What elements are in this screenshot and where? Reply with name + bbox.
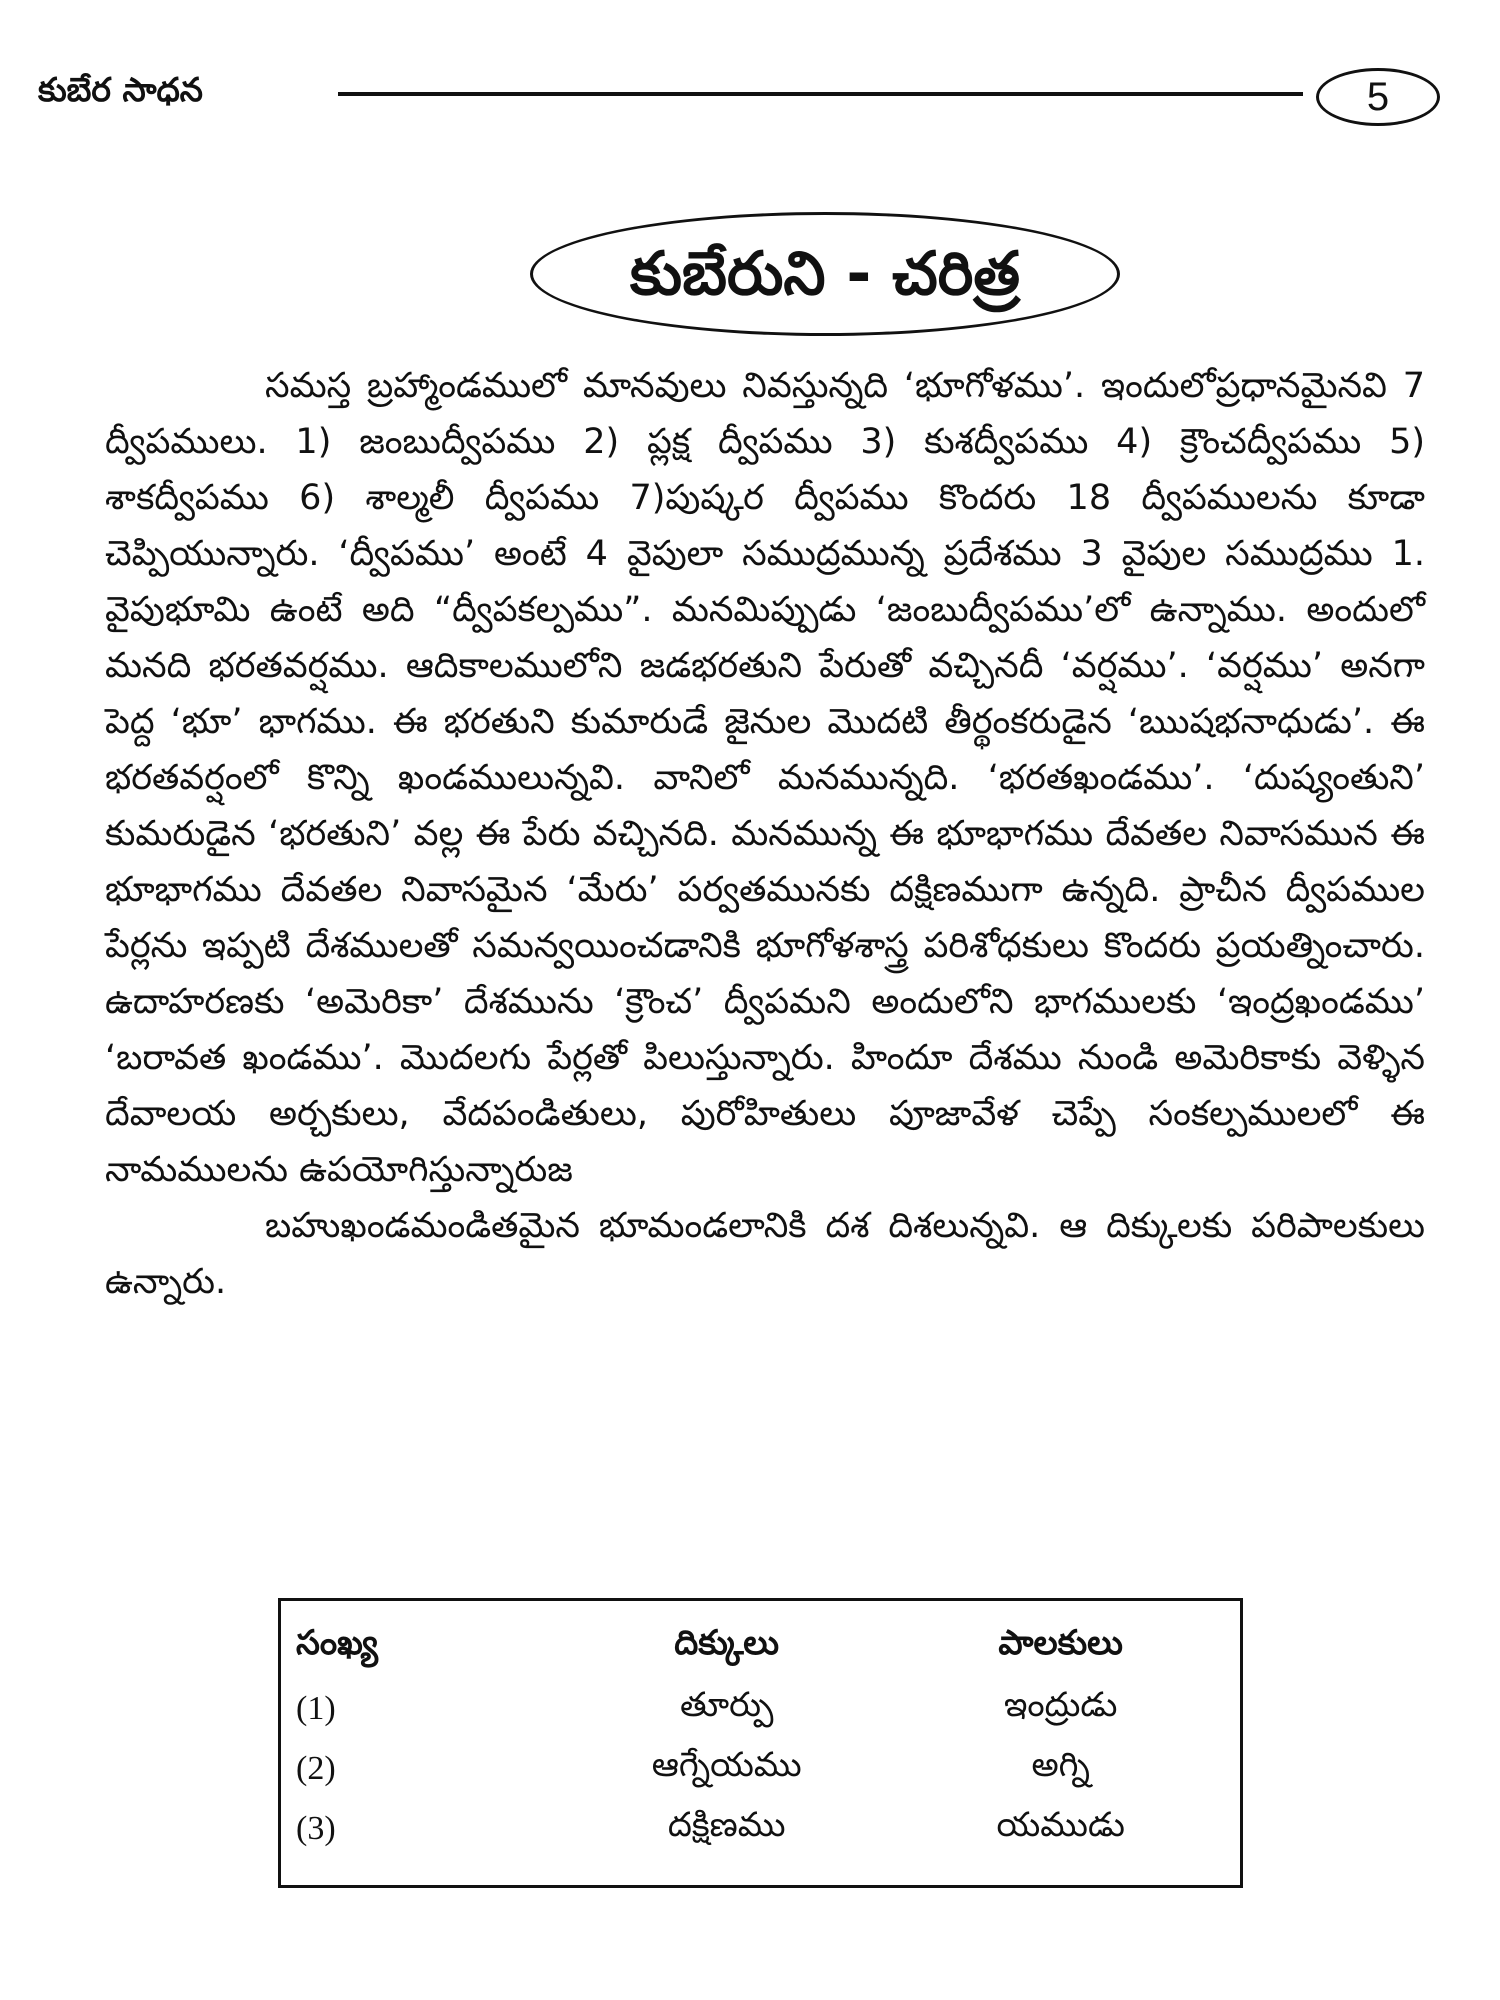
row-direction: తూర్పు (679, 1685, 774, 1725)
row-ruler: ఇంద్రుడు (1004, 1685, 1118, 1725)
directions-table (295, 1615, 1215, 1859)
page-header (38, 62, 1458, 132)
row-direction: దక్షిణము (667, 1805, 786, 1845)
directions-table-box (278, 1598, 1243, 1888)
table-row (295, 1799, 1215, 1859)
header-directions: దిక్కులు (674, 1623, 780, 1663)
body-text (105, 358, 1425, 1310)
table-header-row (295, 1615, 1215, 1679)
row-ruler: యముడు (996, 1805, 1125, 1845)
paragraph-2: బహుఖండమండితమైన భూమండలానికి దశ దిశలున్నవి. ఆ దిక్కులకు పరిపాలకులు ఉన్నారు. (105, 1206, 1425, 1302)
header-rulers: పాలకులు (998, 1623, 1123, 1663)
chapter-title: కుబేరుని - చరిత్ర (530, 212, 1120, 336)
row-direction: ఆగ్నేయము (651, 1745, 802, 1785)
paragraph-1: సమస్త బ్రహ్మాండములో మానవులు నివస్తున్నది ‘భూగోళము’. ఇందులోప్రధానమైనవి 7 ద్వీపములు. 1) జంబుద్వీపము 2) ప్లక్ష ద్వీపము 3) కుశద్వీపము 4) క్రౌంచద్వీపము 5) శాకద్వీపము 6) శాల్మలీ ద్వీపము 7)పుష్కర ద్వీపము కొందరు 18 ద్వీపములను కూడా చెప్పియున్నారు. ‘ద్వీపము’ అంటే 4 వైపులా సముద్రమున్న ప్రదేశము 3 వైపుల సముద్రము 1. వైపుభూమి ఉంటే అది “ద్వీపకల్పము”. మనమిప్పుడు ‘జంబుద్వీపము’లో ఉన్నాము. అందులో మనది భరతవర్షము. ఆదికాలములోని జడభరతుని పేరుతో వచ్చినదీ ‘వర్షము’. ‘వర్షము’ అనగా పెద్ద ‘భూ’ భాగము. ఈ భరతుని కుమారుడే జైనుల మొదటి తీర్థంకరుడైన ‘ఋషభనాధుడు’. ఈ భరతవర్షంలో కొన్ని ఖండములున్నవి. వానిలో మనమున్నది. ‘భరతఖండము’. ‘దుష్యంతుని’ కుమరుడైన ‘భరతుని’ వల్ల ఈ పేరు వచ్చినది. మనమున్న ఈ భూభాగము దేవతల నివాసమున ఈ భూభాగము దేవతల నివాసమైన ‘మేరు’ పర్వతమునకు దక్షిణముగా ఉన్నది. ప్రాచీన ద్వీపముల పేర్లను ఇప్పటి దేశములతో సమన్వయించడానికి భూగోళశాస్త్ర పరిశోధకులు కొందరు ప్రయత్నించారు. ఉదాహరణకు ‘అమెరికా’ దేశమును ‘క్రౌంచ’ ద్వీపమని అందులోని భాగములకు ‘ఇంద్రఖండము’ ‘బరావత ఖండము’. మొదలగు పేర్లతో పిలుస్తున్నారు. హిందూ దేశము నుండి అమెరికాకు వెళ్ళిన దేవాలయ అర్చకులు, వేదపండితులు, పురోహితులు పూజావేళ చెప్పే సంకల్పములలో ఈ నామములను ఉపయోగిస్తున్నారుజ (105, 366, 1425, 1190)
row-number: (3) (296, 1810, 336, 1847)
page-number: 5 (1316, 68, 1440, 126)
header-rule (338, 92, 1303, 96)
book-title: కుబేర సాధన (38, 70, 203, 109)
row-number: (1) (296, 1690, 336, 1727)
row-number: (2) (296, 1750, 336, 1787)
table-row (295, 1679, 1215, 1739)
header-number: సంఖ్య (296, 1623, 378, 1663)
table-row (295, 1739, 1215, 1799)
row-ruler: అగ్ని (1031, 1745, 1090, 1785)
